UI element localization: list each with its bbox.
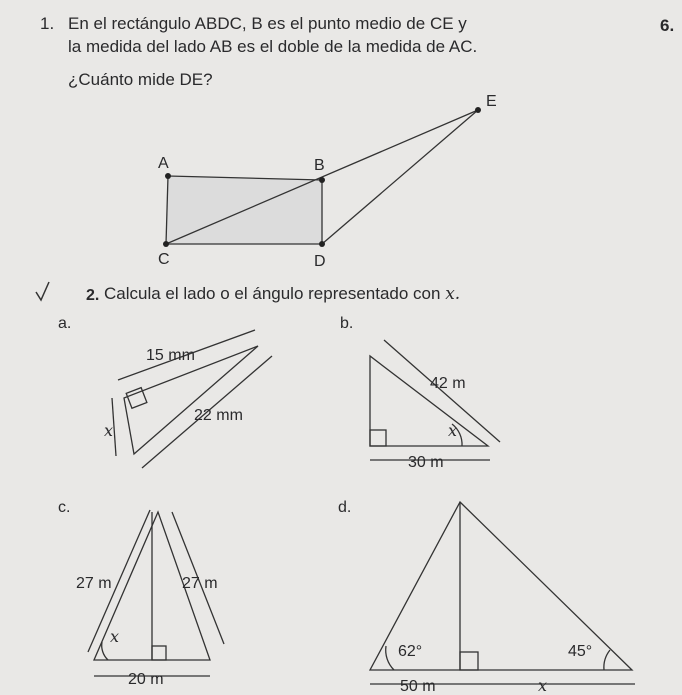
q1-line1: En el rectángulo ABDC, B es el punto medio de CE y	[68, 14, 467, 33]
a-side2: 22 mm	[194, 407, 243, 424]
label-d: d.	[338, 499, 352, 516]
b-x: x	[448, 421, 458, 440]
c-left: 27 m	[76, 575, 112, 592]
figure-q1	[158, 93, 497, 270]
figure-b	[370, 340, 500, 460]
label-C: C	[158, 251, 170, 268]
c-x: x	[110, 627, 120, 646]
d-angle1: 62°	[398, 643, 423, 660]
c-base: 20 m	[128, 671, 164, 688]
label-A: A	[158, 155, 169, 172]
q2-text	[104, 284, 460, 304]
d-base: 50 m	[400, 678, 436, 695]
q1-line2: la medida del lado AB es el doble de la medida de AC.	[68, 37, 478, 56]
q2-var: x.	[445, 284, 461, 304]
q1-line3: ¿Cuánto mide DE?	[68, 70, 213, 89]
a-x: x	[104, 421, 114, 440]
label-c: c.	[58, 499, 71, 516]
q2-text-main: Calcula el lado o el ángulo representado con	[104, 284, 441, 303]
c-right: 27 m	[182, 575, 218, 592]
b-hyp: 42 m	[430, 375, 466, 392]
label-B: B	[314, 157, 325, 174]
a-side1: 15 mm	[146, 347, 195, 364]
label-a: a.	[58, 315, 72, 332]
q2-number: 2.	[86, 287, 100, 304]
d-angle2: 45°	[568, 643, 593, 660]
q1-number: 1.	[40, 14, 55, 33]
label-D: D	[314, 253, 326, 270]
label-b: b.	[340, 315, 354, 332]
label-E: E	[486, 93, 497, 110]
b-base: 30 m	[408, 454, 444, 471]
figure-c	[88, 510, 224, 676]
side-number: 6.	[660, 16, 675, 35]
check-mark-icon	[36, 282, 49, 300]
d-x: x	[538, 676, 548, 695]
